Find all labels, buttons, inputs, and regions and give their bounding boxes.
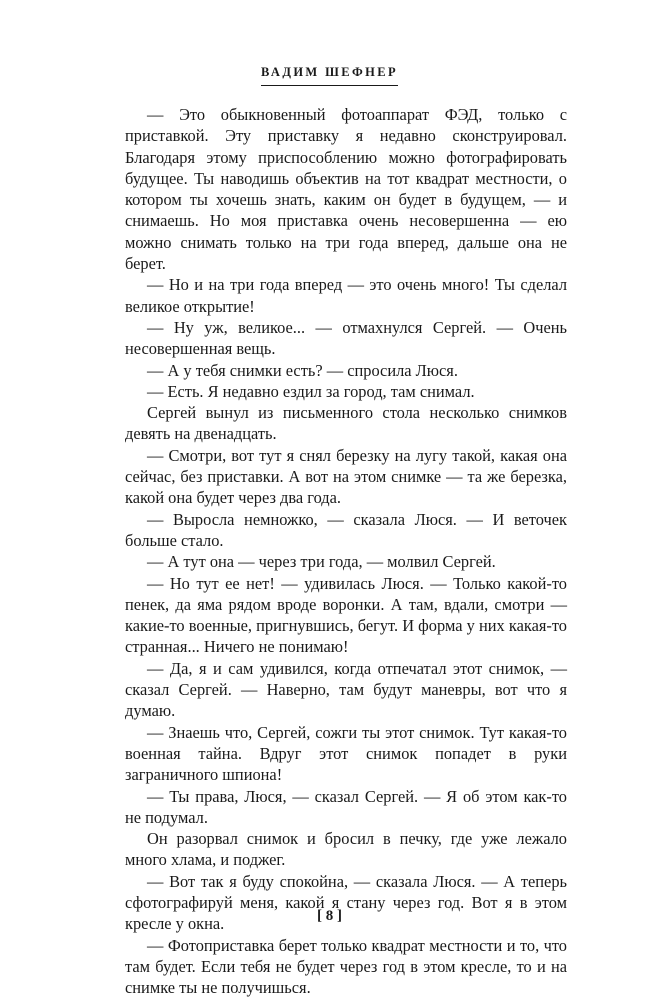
paragraph-16: — Фотоприставка берет только квадрат местности и то, что там будет. Если тебя не будет через год в этом кресле, то и на снимке ты не получишься. <box>125 935 567 998</box>
paragraph-1: — Это обыкновенный фотоаппарат ФЭД, только с приставкой. Эту приставку я недавно сконструировал. Благодаря этому приспособлению можно фотографировать будущее. Ты наводишь объектив на тот квадрат местности, о котором ты хочешь знать, каким он будет в будущем, — и снимаешь. Но моя приставка очень несовершенна — ею можно снимать только на три года вперед, дальше она не берет. <box>125 105 567 274</box>
paragraph-15: — Вот так я буду спокойна, — сказала Люся. — А теперь сфотографируй меня, какой я стану через год. Вот я в этом кресле у окна. <box>125 871 567 934</box>
paragraph-13: — Ты права, Люся, — сказал Сергей. — Я об этом как-то не подумал. <box>125 786 567 827</box>
paragraph-2: — Но и на три года вперед — это очень много! Ты сделал великое открытие! <box>125 275 567 316</box>
paragraph-4: — А у тебя снимки есть? — спросила Люся. <box>147 360 458 380</box>
paragraph-7: — Смотри, вот тут я снял березку на лугу такой, какая она сейчас, без приставки. А вот на этом снимке — та же березка, какой она будет через два года. <box>125 445 567 508</box>
paragraph-5: — Есть. Я недавно ездил за город, там снимал. <box>147 381 475 401</box>
paragraph-14: Он разорвал снимок и бросил в печку, где уже лежало много хлама, и поджег. <box>125 829 567 870</box>
author-name-header: ВАДИМ ШЕФНЕР <box>261 64 398 86</box>
paragraph-6: Сергей вынул из письменного стола несколько снимков девять на двенадцать. <box>125 403 567 444</box>
paragraph-3: — Ну уж, великое... — отмахнулся Сергей. — Очень несовершенная вещь. <box>125 317 567 359</box>
paragraph-9: — А тут она — через три года, — молвил Сергей. <box>147 552 496 572</box>
paragraph-11: — Да, я и сам удивился, когда отпечатал этот снимок, — сказал Сергей. — Наверно, там будут маневры, вот что я думаю. <box>125 658 567 721</box>
page-number: [ 8 ] <box>317 908 342 924</box>
paragraph-12: — Знаешь что, Сергей, сожги ты этот снимок. Тут какая-то военная тайна. Вдруг этот снимок попадет в руки заграничного шпиона! <box>125 722 567 785</box>
paragraph-8: — Выросла немножко, — сказала Люся. — И веточек больше стало. <box>125 509 567 550</box>
main-text <box>125 104 567 998</box>
paragraph-10: — Но тут ее нет! — удивилась Люся. — Только какой-то пенек, да яма рядом вроде воронки. А там, вдали, смотри — какие-то военные, пригнувшись, бегут. И форма у них какая-то странная... Ничего не понимаю! <box>125 573 567 657</box>
running-head <box>0 63 659 86</box>
